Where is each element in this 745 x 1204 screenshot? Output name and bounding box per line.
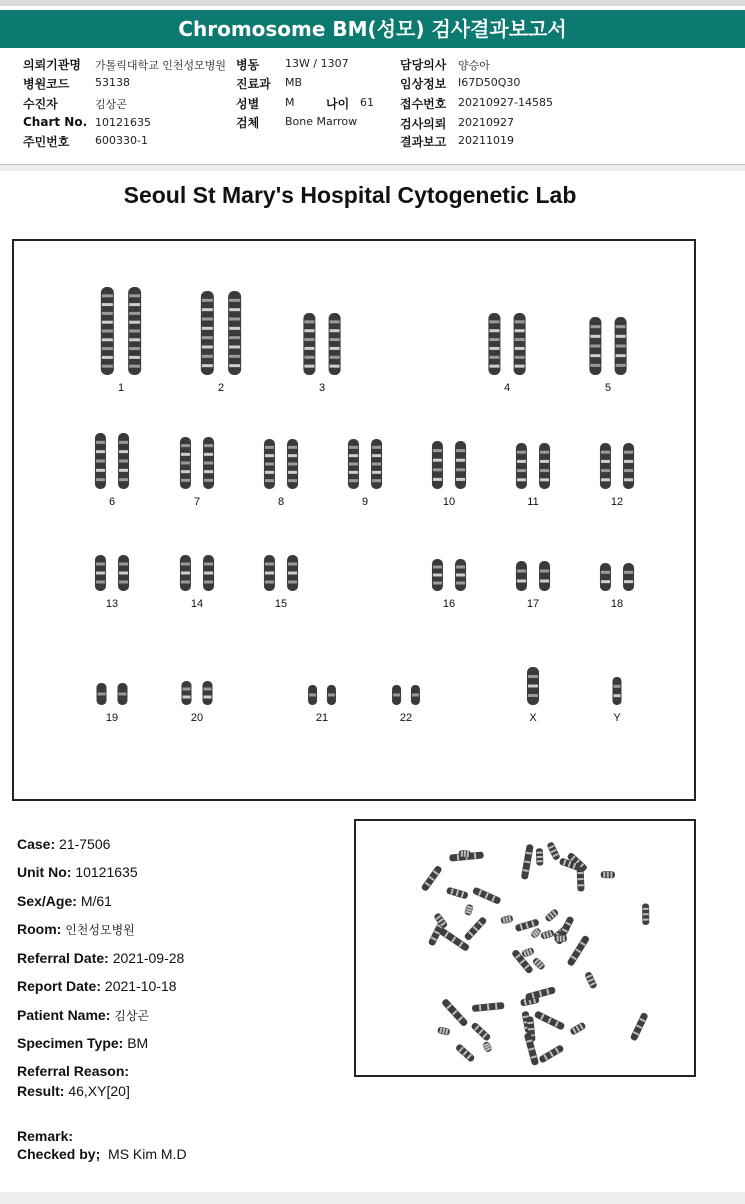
- unit-label: Unit No:: [17, 864, 72, 880]
- chromosome-label-22: 22: [399, 712, 413, 724]
- patient-label: 수진자: [23, 97, 58, 111]
- metaphase-chromosome: [532, 957, 546, 971]
- metaphase-chromosome: [521, 844, 534, 880]
- bottom-strip: [0, 1192, 745, 1204]
- checked-value: MS Kim M.D: [108, 1146, 187, 1162]
- metaphase-image: [356, 821, 694, 1075]
- clinical-label: 임상정보: [400, 77, 447, 91]
- doctor-label: 담당의사: [400, 58, 447, 72]
- patient-name-label: Patient Name:: [17, 1007, 111, 1023]
- chromosome-label-5: 5: [604, 382, 612, 394]
- result-value: 46,XY[20]: [68, 1083, 130, 1099]
- referral-date-value: 2021-09-28: [112, 950, 185, 966]
- checked-label: Checked by;: [17, 1146, 101, 1162]
- room-label: Room:: [17, 921, 62, 937]
- chromosome-label-3: 3: [318, 382, 326, 394]
- chromosome-pair-12: [600, 443, 634, 508]
- request-value: 20210927: [458, 116, 514, 129]
- chromosome-pair-18: [600, 563, 634, 610]
- metaphase-chromosome: [441, 998, 469, 1027]
- metaphase-chromosome: [642, 903, 649, 924]
- metaphase-chromosome: [472, 887, 502, 905]
- result-label: Result:: [17, 1083, 65, 1099]
- metaphase-chromosome: [544, 908, 559, 922]
- hospital-value: 가톨릭대학교 인천성모병원: [95, 59, 227, 72]
- metaphase-chromosome: [546, 841, 560, 861]
- metaphase-chromosome: [470, 1022, 491, 1042]
- metaphase-chromosome: [524, 1032, 539, 1066]
- chromosome-label-Y: Y: [613, 712, 621, 724]
- report-value: 20211019: [458, 134, 514, 147]
- referral-date-line: [17, 950, 184, 966]
- chromosome-pair-4: [488, 313, 525, 394]
- chromosome-label-10: 10: [442, 496, 456, 508]
- receipt-label: 접수번호: [400, 97, 447, 111]
- referral-reason-label: Referral Reason:: [17, 1063, 130, 1079]
- rrn-value: 600330-1: [95, 134, 148, 147]
- metaphase-chromosome: [569, 1022, 586, 1036]
- chromosome-pair-3: [303, 313, 340, 394]
- hospital-code-value: 53138: [95, 76, 130, 89]
- rrn-label: 주민번호: [23, 135, 70, 149]
- patient-name-value: 김상곤: [114, 1009, 150, 1023]
- checked-line: [17, 1146, 187, 1162]
- case-label: Case:: [17, 836, 56, 852]
- referral-date-label: Referral Date:: [17, 950, 109, 966]
- patient-name-line: [17, 1007, 149, 1024]
- hospital-label: 의뢰기관명: [23, 58, 81, 72]
- metaphase-chromosome: [566, 935, 590, 967]
- remark-label: Remark:: [17, 1128, 74, 1144]
- chromosome-label-13: 13: [105, 598, 119, 610]
- chromosome-pair-14: [180, 555, 214, 610]
- chromosome-pair-15: [264, 555, 298, 610]
- room-value: 인천성모병원: [65, 923, 135, 937]
- remark-line: [17, 1128, 73, 1144]
- chromosome-pair-16: [432, 559, 466, 610]
- chromosome-pair-13: [95, 555, 129, 610]
- karyotype-image: [14, 241, 694, 799]
- chromosome-pair-Y: [613, 677, 622, 724]
- chromosome-label-12: 12: [610, 496, 624, 508]
- request-label: 검사의뢰: [400, 117, 447, 131]
- metaphase-chromosome: [521, 947, 535, 958]
- chromosome-label-1: 1: [117, 382, 125, 394]
- chromosome-pair-2: [201, 291, 241, 394]
- ward-value: 13W / 1307: [285, 57, 349, 70]
- chart-label: Chart No.: [23, 115, 88, 129]
- chromosome-label-6: 6: [108, 496, 116, 508]
- chromosome-label-9: 9: [361, 496, 369, 508]
- chromosome-pair-8: [264, 439, 298, 508]
- chromosome-label-20: 20: [190, 712, 204, 724]
- chromosome-label-8: 8: [277, 496, 285, 508]
- doctor-value: 양승아: [458, 59, 490, 72]
- metaphase-chromosome: [482, 1041, 493, 1053]
- chromosome-pair-6: [95, 433, 129, 508]
- chromosome-pair-10: [432, 441, 466, 508]
- sex-label: 성별: [236, 97, 260, 111]
- metaphase-chromosome: [421, 865, 443, 892]
- metaphase-chromosome: [577, 867, 585, 892]
- sexage-value: M/61: [80, 893, 112, 909]
- metaphase-chromosome: [459, 850, 472, 858]
- metaphase-chromosome: [455, 1043, 476, 1063]
- chromosome-pair-9: [348, 439, 382, 508]
- chromosome-pair-1: [101, 287, 141, 394]
- hospital-code-label: 병원코드: [23, 77, 70, 91]
- karyotype-panel: [12, 239, 696, 801]
- age-label: 나이: [326, 97, 350, 111]
- chromosome-pair-X: [527, 667, 539, 724]
- metaphase-chromosome: [437, 927, 470, 952]
- top-window-strip: [0, 0, 745, 6]
- metaphase-chromosome: [554, 935, 567, 942]
- metaphase-chromosome: [446, 887, 469, 900]
- specimen-type-label: Specimen Type:: [17, 1035, 124, 1051]
- chromosome-pair-17: [516, 561, 550, 610]
- chromosome-label-14: 14: [190, 598, 204, 610]
- ward-label: 병동: [236, 58, 260, 72]
- metaphase-chromosome: [630, 1012, 649, 1042]
- report-date-value: 2021-10-18: [104, 978, 177, 994]
- chromosome-pair-20: [182, 681, 213, 724]
- chromosome-label-X: X: [529, 712, 537, 724]
- chromosome-pair-22: [392, 685, 420, 724]
- chromosome-label-18: 18: [610, 598, 624, 610]
- metaphase-chromosome: [584, 971, 598, 989]
- receipt-value: 20210927-14585: [458, 96, 553, 109]
- chromosome-pair-11: [516, 443, 550, 508]
- chromosome-label-4: 4: [503, 382, 511, 394]
- metaphase-chromosome: [464, 904, 474, 916]
- metaphase-chromosome: [500, 915, 513, 925]
- unit-line: [17, 864, 138, 880]
- specimen-type-value: BM: [127, 1035, 149, 1051]
- sex-value: M: [285, 96, 295, 109]
- metaphase-chromosome: [540, 929, 555, 940]
- sexage-line: [17, 893, 112, 909]
- case-line: [17, 836, 110, 852]
- report-date-label: Report Date:: [17, 978, 102, 994]
- chromosome-pair-5: [589, 317, 626, 394]
- metaphase-chromosome: [525, 986, 556, 1001]
- report-title: Chromosome BM(성모) 검사결과보고서: [0, 10, 745, 48]
- specimen-type-line: [17, 1035, 148, 1051]
- case-value: 21-7506: [59, 836, 111, 852]
- chromosome-pair-19: [97, 683, 128, 724]
- chromosome-pair-21: [308, 685, 336, 724]
- age-value: 61: [360, 96, 374, 109]
- sexage-label: Sex/Age:: [17, 893, 77, 909]
- chromosome-label-15: 15: [274, 598, 288, 610]
- metaphase-chromosome: [534, 1010, 566, 1030]
- chromosome-label-17: 17: [526, 598, 540, 610]
- metaphase-chromosome: [472, 1002, 505, 1012]
- specimen-value: Bone Marrow: [285, 115, 358, 128]
- clinical-value: I67D50Q30: [458, 76, 521, 89]
- room-line: [17, 921, 135, 938]
- chromosome-label-11: 11: [527, 496, 539, 508]
- patient-value: 김상곤: [95, 98, 127, 111]
- lab-title: Seoul St Mary's Hospital Cytogenetic Lab: [123, 182, 577, 208]
- metaphase-chromosome: [463, 916, 487, 941]
- unit-value: 10121635: [75, 864, 138, 880]
- chart-value: 10121635: [95, 116, 151, 129]
- chromosome-label-2: 2: [217, 382, 225, 394]
- dept-label: 진료과: [236, 77, 271, 91]
- chromosome-label-16: 16: [442, 598, 456, 610]
- report-label: 결과보고: [400, 135, 447, 149]
- chromosome-label-21: 21: [315, 712, 329, 724]
- metaphase-chromosome: [601, 871, 615, 878]
- metaphase-panel: [354, 819, 696, 1077]
- chromosome-label-19: 19: [105, 712, 119, 724]
- referral-reason-line: [17, 1063, 129, 1079]
- metaphase-chromosome: [437, 1026, 450, 1035]
- metaphase-chromosome: [536, 848, 544, 866]
- report-header-info: [0, 48, 745, 165]
- section-divider: [0, 165, 745, 171]
- dept-value: MB: [285, 76, 303, 89]
- specimen-label: 검체: [236, 116, 260, 130]
- chromosome-label-7: 7: [193, 496, 201, 508]
- chromosome-pair-7: [180, 437, 214, 508]
- metaphase-chromosome: [538, 1044, 564, 1064]
- report-date-line: [17, 978, 177, 994]
- result-line: [17, 1083, 130, 1099]
- metaphase-chromosome: [530, 927, 542, 939]
